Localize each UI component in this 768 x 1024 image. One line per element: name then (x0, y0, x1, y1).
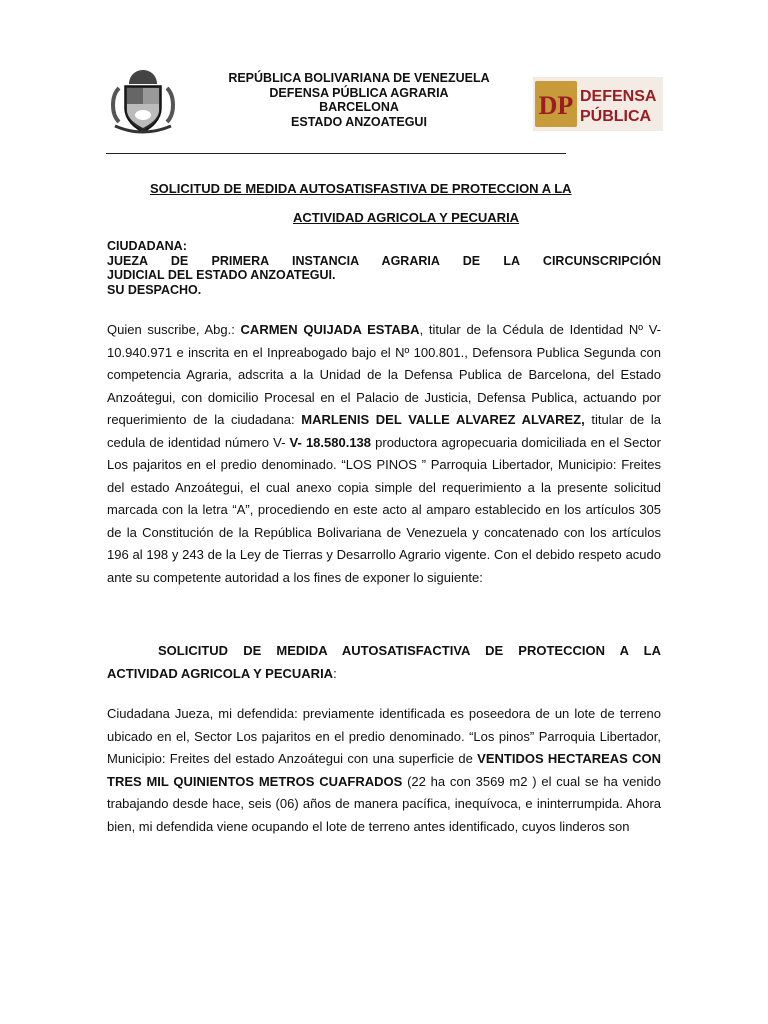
addressee-block (107, 239, 661, 297)
section-heading (107, 640, 661, 685)
logo-text-publica: PÚBLICA (580, 108, 652, 125)
text-run: (22 ha con 3569 m2 ) el cual se ha venido trabajando desde hace, seis (06) años de manera pacífica, inequívoca, e ininterrumpida. Ahora bien, mi defendida viene ocupando el lote de terreno antes identificado, cuyos linderos son (107, 773, 661, 834)
addressee-despacho: SU DESPACHO. (107, 282, 202, 297)
logo-text-defensa: DEFENSA (580, 88, 657, 105)
institution-header (190, 71, 528, 129)
header-divider (106, 153, 566, 154)
document-title-line-2: ACTIVIDAD AGRICOLA Y PECUARIA (293, 210, 520, 225)
text-run: titular de la cedula de identidad número V- (107, 412, 662, 450)
header-line-city: BARCELONA (319, 100, 399, 114)
section-heading-line-2: ACTIVIDAD AGRICOLA Y PECUARIA (107, 665, 334, 681)
header-line-agency: DEFENSA PÚBLICA AGRARIA (269, 85, 449, 100)
text-run: , titular de la Cédula de Identidad Nº V-10.940.971 e inscrita en el Inpreabogado bajo el Nº 100.801., Defensora Publica Segunda con competencia Agraria, adscrita a la Unidad de la Defensa Publica de Barcelona, del Estado Anzoátegui, con domicilio Procesal en el Palacio de Justicia, Defensa Publica, actuando por requerimiento de la ciudadana: (107, 322, 661, 427)
land-area-words: VENTIDOS HECTAREAS CON TRES MIL QUINIENTOS METROS CUAFRADOS (107, 751, 661, 789)
attorney-name: CARMEN QUIJADA ESTABA (240, 322, 420, 337)
logo-dp-mark: DP (538, 91, 574, 120)
coat-of-arms-seal (105, 66, 181, 138)
body-paragraph-facts (107, 703, 661, 838)
defensa-publica-logo (533, 77, 663, 131)
addressee-court-line-1: JUEZA DE PRIMERA INSTANCIA AGRARIA DE LA CIRCUNSCRIPCIÓN (107, 253, 661, 268)
client-name: MARLENIS DEL VALLE ALVAREZ ALVAREZ, (301, 412, 585, 427)
text-run: Quien suscribe, Abg.: (107, 322, 241, 337)
addressee-court-line-2: JUDICIAL DEL ESTADO ANZOATEGUI. (107, 268, 336, 282)
addressee-salutation: CIUDADANA: (107, 239, 187, 253)
section-heading-line-1: SOLICITUD DE MEDIDA AUTOSATISFACTIVA DE PROTECCION A LA (158, 643, 661, 658)
body-paragraph-introduction (107, 319, 661, 589)
text-run: productora agropecuaria domiciliada en el Sector Los pajaritos en el predio denominado. “LOS PINOS ” Parroquia Libertador, Municipio: Freites del estado Anzoátegui, el cual anexo copia simple del requerimiento a la presente solicitud marcada con la letra “A”, procediendo en este acto al amparo establecido en los artículos 305 de la Constitución de la República Bolivariana de Venezuela y concatenado con los artículos 196 al 198 y 243 de la Ley de Tierras y Desarrollo Agrario vigente. Con el debido respeto acudo ante su competente autoridad a los fines de exponer lo siguiente: (107, 434, 661, 585)
client-id-number: V- 18.580.138 (289, 434, 372, 450)
header-line-state: ESTADO ANZOATEGUI (291, 114, 427, 129)
section-heading-colon: : (333, 665, 337, 681)
text-run: Ciudadana Jueza, mi defendida: previamente identificada es poseedora de un lote de terreno ubicado en el, Sector Los pajaritos en el predio denominado. “Los pinos” Parroquia Libertador, Municipio: Freites del estado Anzoátegui con una superficie de (107, 706, 661, 766)
header-line-republic: REPÚBLICA BOLIVARIANA DE VENEZUELA (228, 71, 490, 85)
document-title-line-1: SOLICITUD DE MEDIDA AUTOSATISFASTIVA DE PROTECCION A LA (150, 181, 572, 196)
